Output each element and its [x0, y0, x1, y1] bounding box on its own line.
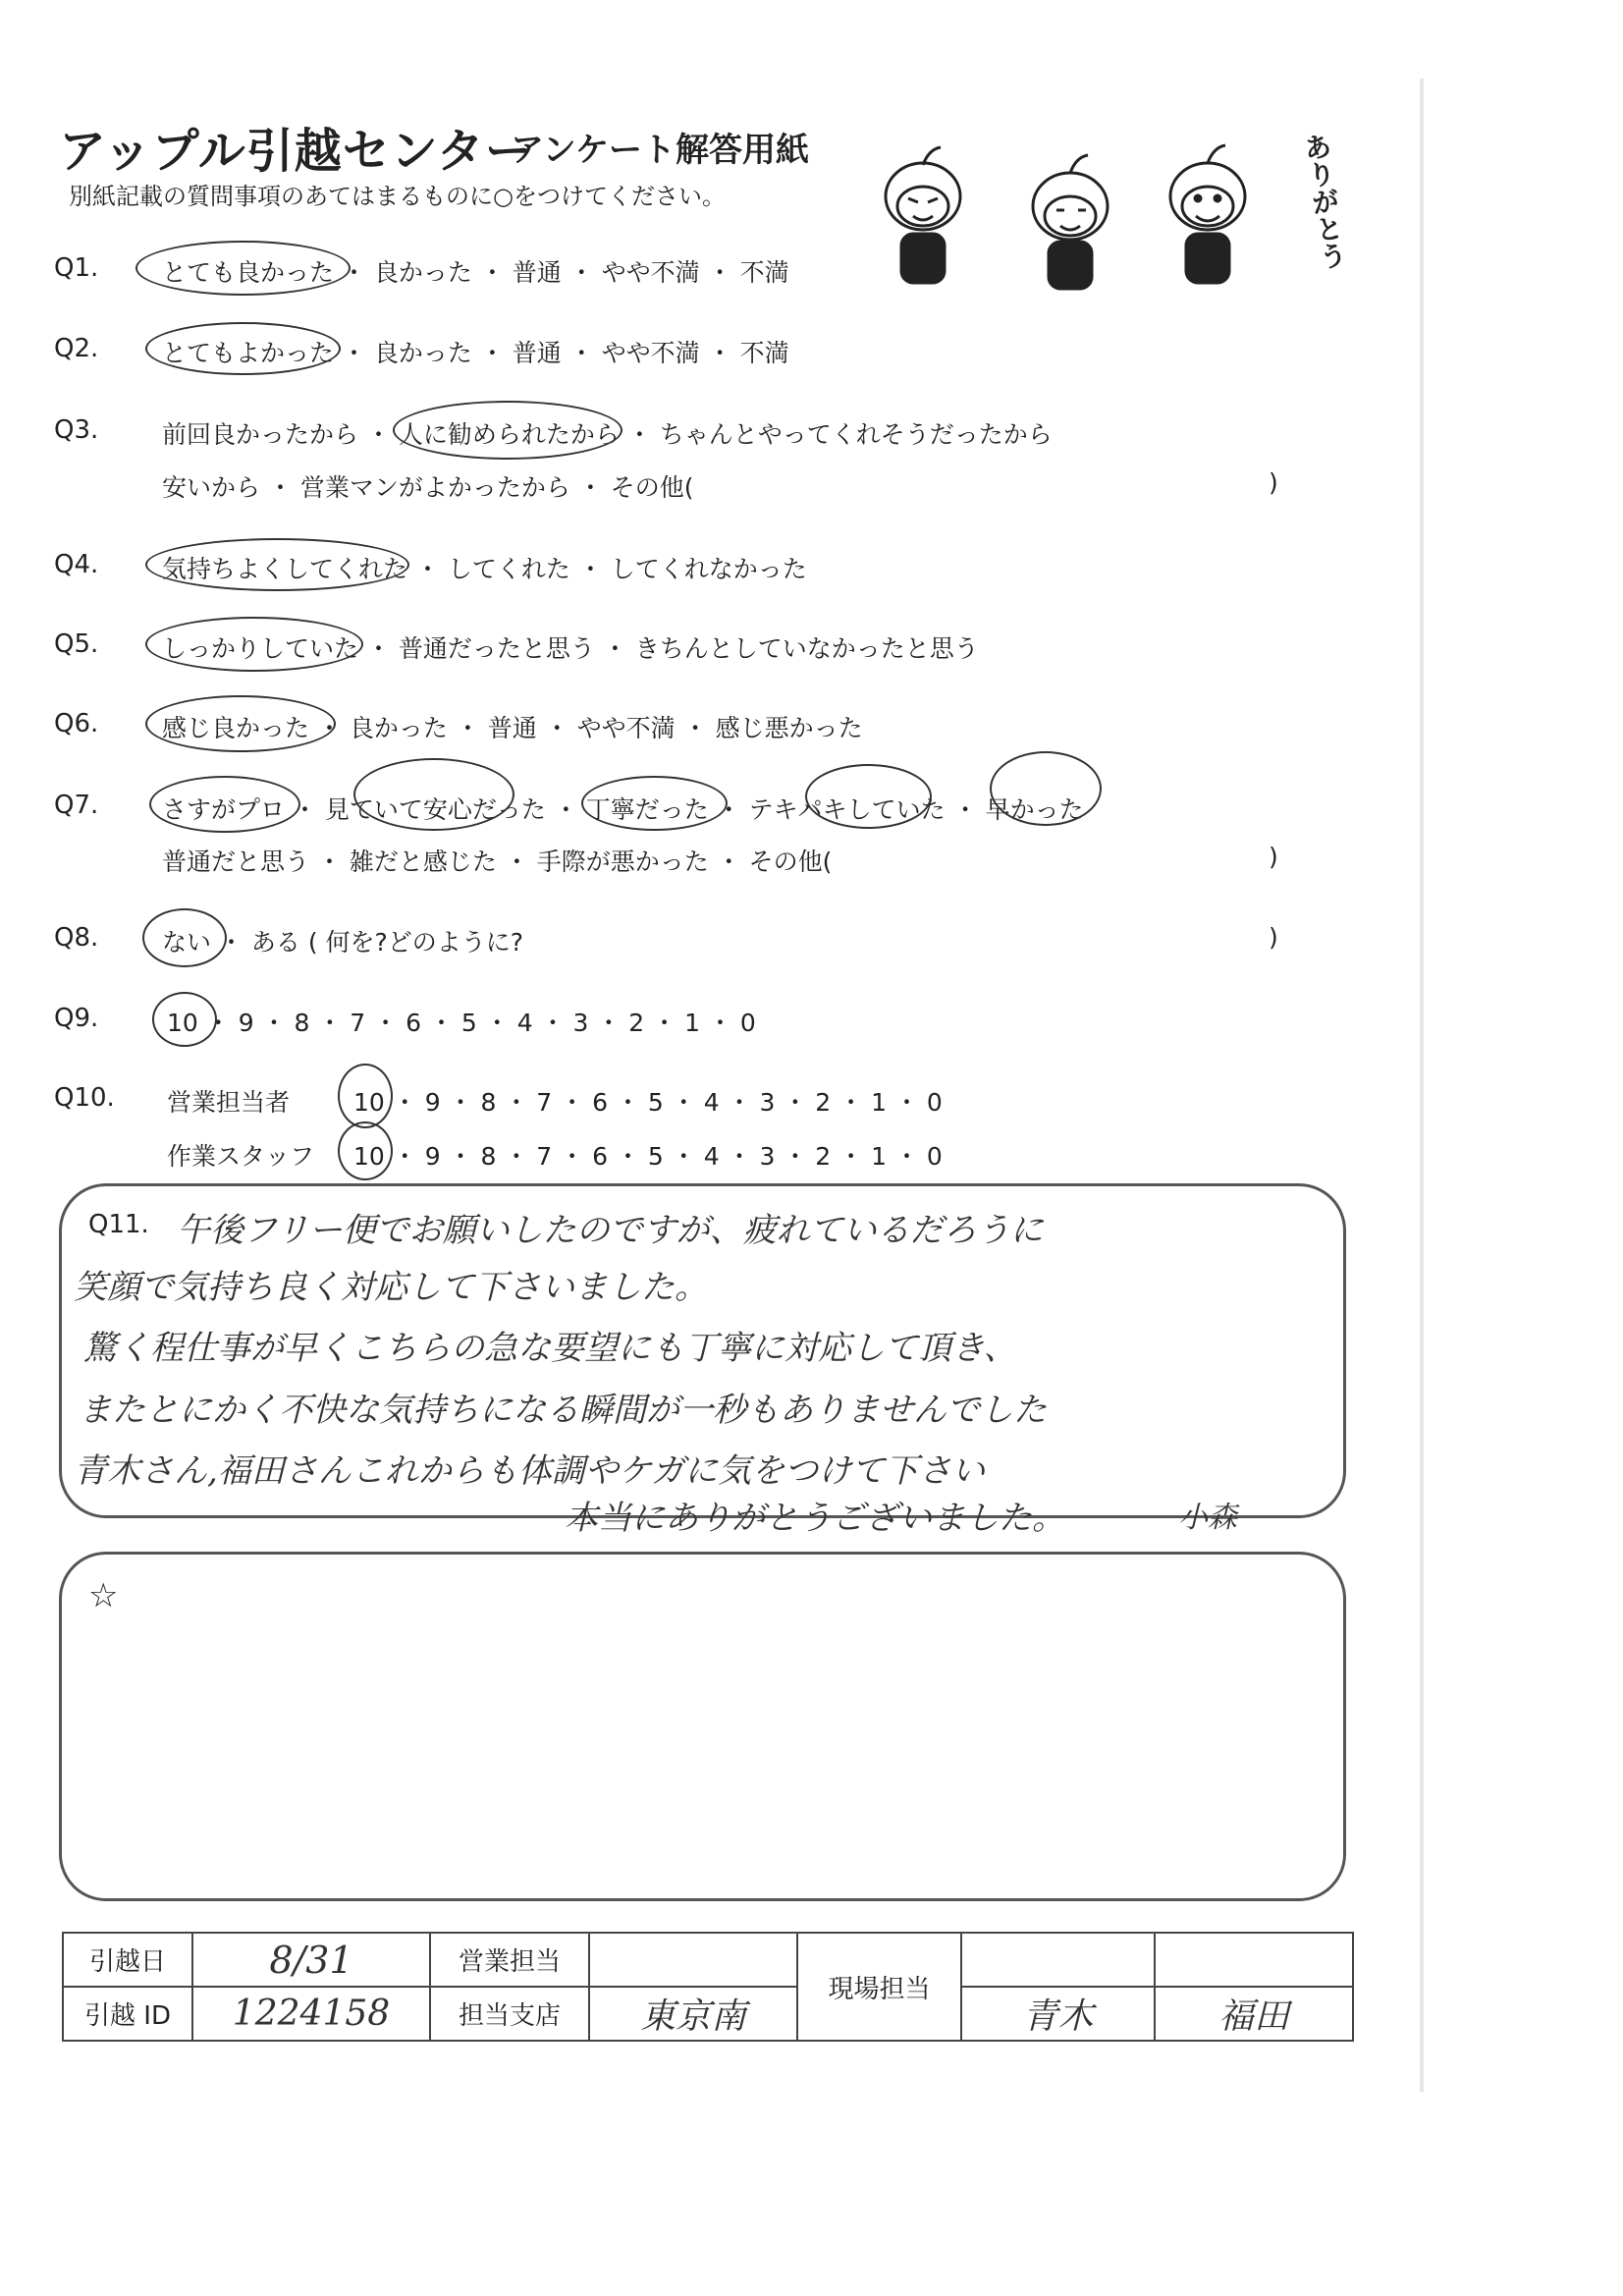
branch-value: 東京南	[589, 1987, 797, 2041]
site-rep-label: 現場担当	[797, 1933, 961, 2041]
q1-answer-circle	[135, 241, 351, 296]
q8-label: Q8.	[54, 923, 99, 953]
sales-rep-value	[589, 1933, 797, 1987]
q7-options-line2[interactable]: 普通だと思う ・ 雑だと感じた ・ 手際が悪かった ・ その他(	[162, 847, 833, 876]
q9-label: Q9.	[54, 1004, 99, 1033]
monkey-mascot-1	[886, 147, 960, 283]
q7-answer-circle-1	[149, 776, 300, 833]
q11-comment-line-1: 午後フリー便でお願いしたのですが、疲れているだろうに	[177, 1211, 1044, 1250]
q2-answer-circle	[145, 322, 341, 375]
footer-info-table	[62, 1932, 1354, 2042]
q10-sales-answer-circle	[338, 1064, 393, 1128]
q3-options-line1[interactable]: 前回良かったから ・ 人に勧められたから ・ ちゃんとやってくれそうだったから	[162, 420, 1053, 449]
q7-answer-circle-2	[353, 758, 514, 831]
q11-signature: 小森	[1178, 1501, 1237, 1535]
q11-comment-line-2: 笑顔で気持ち良く対応して下さいました。	[74, 1268, 708, 1307]
q5-answer-circle	[145, 617, 363, 672]
monkey-mascot-2	[1033, 155, 1108, 289]
q1-options[interactable]: とても良かった ・ 良かった ・ 普通 ・ やや不満 ・ 不満	[162, 258, 789, 287]
move-date-label: 引越日	[63, 1933, 192, 1987]
free-comment-box[interactable]	[59, 1552, 1346, 1901]
q6-options[interactable]: 感じ良かった ・ 良かった ・ 普通 ・ やや不満 ・ 感じ悪かった	[162, 714, 863, 742]
form-title: アンケート解答用紙	[511, 131, 809, 170]
q10-label: Q10.	[54, 1083, 115, 1113]
q3-label: Q3.	[54, 415, 99, 445]
q7-options-line1[interactable]: さすがプロ ・ 見ていて安心だった ・ 丁寧だった ・ テキパキしていた ・ 早かった	[162, 795, 1084, 824]
q10-sales-scale[interactable]: 10 ・ 9 ・ 8 ・ 7 ・ 6 ・ 5 ・ 4 ・ 3 ・ 2 ・ 1 ・ 0	[353, 1088, 943, 1117]
move-id-label: 引越 ID	[63, 1987, 192, 2041]
q4-options[interactable]: 気持ちよくしてくれた ・ してくれた ・ してくれなかった	[162, 555, 807, 583]
q8-close-paren: )	[1269, 923, 1278, 952]
q8-options[interactable]: ない ・ ある ( 何を?どのように?	[162, 928, 524, 957]
q3-options-line2[interactable]: 安いから ・ 営業マンがよかったから ・ その他(	[162, 473, 694, 502]
q5-options[interactable]: しっかりしていた ・ 普通だったと思う ・ きちんとしていなかったと思う	[162, 634, 979, 663]
page-edge-shadow	[1420, 79, 1424, 2092]
q7-answer-circle-5	[990, 751, 1102, 826]
q3-answer-circle	[393, 401, 622, 460]
q4-answer-circle	[145, 538, 409, 591]
q7-answer-circle-3	[581, 776, 728, 831]
q5-label: Q5.	[54, 629, 99, 659]
site-rep-2-blank	[1155, 1933, 1353, 1987]
thanks-text: ありがとう	[1298, 131, 1350, 272]
q11-comment-line-5: 青木さん,福田さんこれからも体調やケガに気をつけて下さい	[74, 1451, 986, 1491]
q10-staff-label: 作業スタッフ	[167, 1142, 315, 1171]
star-icon: ☆	[88, 1576, 119, 1615]
brand-title: アップル引越センター	[59, 124, 533, 179]
q11-comment-line-4: またとにかく不快な気持ちになる瞬間が一秒もありませんでした	[79, 1391, 1047, 1430]
q7-label: Q7.	[54, 791, 99, 820]
monkey-mascots-illustration	[864, 137, 1316, 295]
q3-close-paren: )	[1269, 468, 1278, 497]
q9-answer-circle	[152, 992, 217, 1047]
instruction-text: 別紙記載の質問事項のあてはまるものに○をつけてください。	[69, 183, 726, 210]
monkey-mascot-3	[1170, 145, 1245, 283]
branch-label: 担当支店	[430, 1987, 589, 2041]
q11-comment-line-6: 本当にありがとうございました。	[565, 1499, 1065, 1538]
sales-rep-label: 営業担当	[430, 1933, 589, 1987]
q11-comment-line-3: 驚く程仕事が早くこちらの急な要望にも丁寧に対応して頂き、	[83, 1329, 1017, 1368]
q2-label: Q2.	[54, 334, 99, 363]
move-id-value: 1224158	[192, 1987, 430, 2041]
q4-label: Q4.	[54, 550, 99, 579]
move-date-value: 8/31	[192, 1933, 430, 1987]
q8-answer-circle	[142, 908, 227, 967]
q6-answer-circle	[145, 695, 336, 752]
q7-answer-circle-4	[805, 764, 932, 829]
q1-label: Q1.	[54, 253, 99, 283]
site-rep-1-value: 青木	[961, 1987, 1155, 2041]
q2-options[interactable]: とてもよかった ・ 良かった ・ 普通 ・ やや不満 ・ 不満	[162, 339, 789, 367]
q7-close-paren: )	[1269, 843, 1278, 871]
q6-label: Q6.	[54, 709, 99, 738]
q10-staff-scale[interactable]: 10 ・ 9 ・ 8 ・ 7 ・ 6 ・ 5 ・ 4 ・ 3 ・ 2 ・ 1 ・ 0	[353, 1142, 943, 1171]
q10-staff-answer-circle	[338, 1121, 393, 1180]
site-rep-1-blank	[961, 1933, 1155, 1987]
q11-label: Q11.	[88, 1210, 149, 1239]
q10-sales-label: 営業担当者	[167, 1088, 291, 1117]
site-rep-2-value: 福田	[1155, 1987, 1353, 2041]
q9-scale[interactable]: 10 ・ 9 ・ 8 ・ 7 ・ 6 ・ 5 ・ 4 ・ 3 ・ 2 ・ 1 ・ 0	[167, 1009, 756, 1037]
